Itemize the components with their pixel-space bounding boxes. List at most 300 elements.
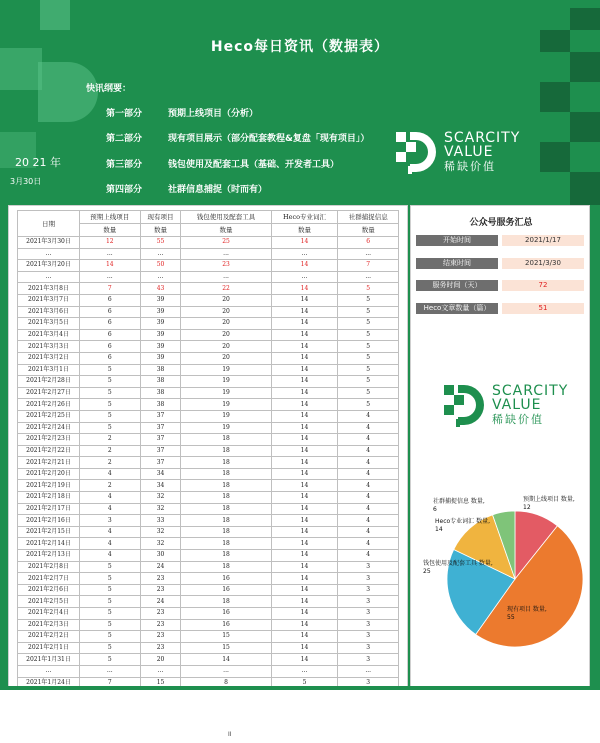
value-cell: 24 (140, 596, 181, 608)
value-cell: 4 (338, 480, 399, 492)
value-cell: 6 (80, 318, 141, 330)
table-row (18, 619, 399, 631)
value-cell: 14 (271, 445, 338, 457)
value-cell: 14 (271, 538, 338, 550)
value-cell: ... (181, 271, 271, 283)
value-cell: 5 (80, 376, 141, 388)
column-header: 预期上线项目 (80, 211, 141, 224)
value-cell: 18 (181, 596, 271, 608)
value-cell: 6 (80, 306, 141, 318)
table-row (18, 387, 399, 399)
section-text: 预期上线项目（分析） (168, 109, 259, 119)
value-cell: 4 (338, 492, 399, 504)
value-cell: 37 (140, 434, 181, 446)
date-cell: 2021年2月8日 (18, 561, 80, 573)
decor-square (570, 172, 600, 205)
table-row (18, 318, 399, 330)
value-cell: 14 (271, 364, 338, 376)
table-row (18, 538, 399, 550)
value-cell: 2 (80, 445, 141, 457)
section-item (106, 131, 369, 144)
value-cell: 5 (338, 283, 399, 295)
value-cell: ... (80, 248, 141, 260)
value-cell: 16 (181, 608, 271, 620)
table-row (18, 341, 399, 353)
table-row (18, 271, 399, 283)
value-cell: ... (338, 248, 399, 260)
value-cell: 19 (181, 376, 271, 388)
value-cell: 5 (338, 341, 399, 353)
date-cell: 2021年3月5日 (18, 318, 80, 330)
value-cell: 18 (181, 526, 271, 538)
value-cell: 14 (271, 422, 338, 434)
value-cell: 4 (338, 434, 399, 446)
value-cell: 4 (338, 503, 399, 515)
value-cell: ... (140, 271, 181, 283)
table-row (18, 445, 399, 457)
value-cell: 18 (181, 480, 271, 492)
table-row (18, 237, 399, 249)
value-cell: 4 (338, 445, 399, 457)
value-cell: 4 (80, 538, 141, 550)
value-cell: 23 (181, 260, 271, 272)
value-cell: 3 (338, 573, 399, 585)
date-cell: ... (18, 248, 80, 260)
summary-row (416, 235, 584, 246)
value-cell: 39 (140, 341, 181, 353)
table-row (18, 329, 399, 341)
date-cell: 2021年3月20日 (18, 260, 80, 272)
value-cell: ... (140, 665, 181, 677)
value-cell: 2 (80, 434, 141, 446)
section-text: 钱包使用及配套工具（基础、开发者工具） (168, 160, 340, 170)
section-number: 第三部分 (106, 160, 143, 170)
value-cell: 18 (181, 468, 271, 480)
logo-line: VALUE (492, 396, 542, 413)
value-cell: 5 (271, 677, 338, 689)
summary-row (416, 303, 584, 314)
year-label: 20 21 年 (15, 156, 61, 169)
date-cell: 2021年2月6日 (18, 584, 80, 596)
value-cell: 19 (181, 364, 271, 376)
date-cell: 2021年3月3日 (18, 341, 80, 353)
value-cell: 14 (271, 457, 338, 469)
date-cell: ... (18, 665, 80, 677)
date-cell: 2021年3月1日 (18, 364, 80, 376)
table-row (18, 561, 399, 573)
value-cell: 14 (271, 631, 338, 643)
value-cell: 3 (338, 631, 399, 643)
value-cell: 15 (140, 677, 181, 689)
table-body (18, 237, 399, 689)
value-cell: 32 (140, 538, 181, 550)
value-cell: 20 (140, 654, 181, 666)
summary-row (416, 258, 584, 269)
value-cell: 5 (80, 596, 141, 608)
value-cell: 4 (338, 422, 399, 434)
value-cell: 14 (271, 526, 338, 538)
date-cell: 2021年3月7日 (18, 294, 80, 306)
value-cell: 5 (80, 573, 141, 585)
value-cell: ... (80, 271, 141, 283)
value-cell: 37 (140, 457, 181, 469)
value-cell: 5 (80, 422, 141, 434)
value-cell: 25 (181, 237, 271, 249)
value-cell: 32 (140, 492, 181, 504)
pie-label: Heco专业词汇 数量, 14 (435, 518, 490, 533)
value-cell: 5 (338, 364, 399, 376)
value-cell: 20 (181, 341, 271, 353)
value-cell: 5 (80, 561, 141, 573)
section-item (106, 106, 258, 119)
value-cell: 5 (80, 410, 141, 422)
table-row (18, 434, 399, 446)
value-cell: 14 (271, 283, 338, 295)
value-cell: 5 (80, 584, 141, 596)
value-cell: 5 (80, 387, 141, 399)
pie-label: 现有项目 数量, 55 (507, 606, 547, 621)
value-cell: 33 (140, 515, 181, 527)
column-header: 现有项目 (140, 211, 181, 224)
value-cell: 7 (80, 283, 141, 295)
value-cell: 14 (271, 237, 338, 249)
value-cell: 18 (181, 434, 271, 446)
value-cell: 5 (338, 387, 399, 399)
column-subheader: 数量 (338, 224, 399, 237)
value-cell: 14 (271, 341, 338, 353)
table-header-row (18, 211, 399, 224)
value-cell: 37 (140, 422, 181, 434)
column-subheader: 数量 (271, 224, 338, 237)
date-cell: 2021年3月8日 (18, 283, 80, 295)
column-header: 日期 (18, 211, 80, 237)
value-cell: 5 (338, 306, 399, 318)
logo-line: SCARCITY (492, 382, 569, 399)
decor-square (540, 142, 570, 172)
date-cell: 2021年3月6日 (18, 306, 80, 318)
value-cell: 50 (140, 260, 181, 272)
value-cell: 5 (80, 399, 141, 411)
table-row (18, 480, 399, 492)
value-cell: 14 (271, 399, 338, 411)
pie-label: 钱包使用及配套工具 数量, 25 (423, 560, 493, 575)
summary-value: 2021/3/30 (502, 258, 584, 269)
value-cell: 5 (80, 642, 141, 654)
summary-row (416, 280, 584, 291)
value-cell: 20 (181, 318, 271, 330)
date-cell: 2021年1月31日 (18, 654, 80, 666)
table-row (18, 364, 399, 376)
value-cell: 23 (140, 608, 181, 620)
value-cell: 16 (181, 619, 271, 631)
value-cell: 37 (140, 410, 181, 422)
value-cell: 4 (80, 550, 141, 562)
column-header: 钱包使用及配套工具 (181, 211, 271, 224)
value-cell: 5 (338, 318, 399, 330)
logo-line: 稀缺价值 (492, 412, 544, 426)
table-row (18, 642, 399, 654)
brand-logo (396, 128, 520, 176)
column-header: Heco专业词汇 (271, 211, 338, 224)
date-cell: 2021年2月4日 (18, 608, 80, 620)
section-item (106, 182, 267, 195)
summary-key: 开始时间 (416, 235, 498, 246)
value-cell: 34 (140, 468, 181, 480)
value-cell: 18 (181, 550, 271, 562)
pie-chart (419, 461, 587, 683)
value-cell: 19 (181, 387, 271, 399)
value-cell: 39 (140, 352, 181, 364)
table-row (18, 283, 399, 295)
logo-text (444, 131, 520, 174)
column-header: 社群捕捉信息 (338, 211, 399, 224)
date-cell: 2021年2月1日 (18, 642, 80, 654)
value-cell: 3 (338, 608, 399, 620)
header-banner (0, 0, 600, 205)
value-cell: 14 (271, 468, 338, 480)
value-cell: 14 (271, 410, 338, 422)
date-cell: 2021年2月3日 (18, 619, 80, 631)
value-cell: 2 (80, 457, 141, 469)
value-cell: 39 (140, 329, 181, 341)
value-cell: 38 (140, 387, 181, 399)
date-cell: 2021年2月18日 (18, 492, 80, 504)
section-number: 第四部分 (106, 185, 143, 195)
date-cell: 2021年3月30日 (18, 237, 80, 249)
summary-key: 结束时间 (416, 258, 498, 269)
logo-text (492, 384, 568, 427)
value-cell: 18 (181, 538, 271, 550)
value-cell: 23 (140, 642, 181, 654)
value-cell: 3 (338, 642, 399, 654)
table-row (18, 248, 399, 260)
table-row (18, 260, 399, 272)
table-row (18, 503, 399, 515)
date-cell: 2021年2月17日 (18, 503, 80, 515)
value-cell: 14 (181, 654, 271, 666)
value-cell: 6 (80, 294, 141, 306)
summary-value: 51 (502, 303, 584, 314)
date-cell: 2021年2月25日 (18, 410, 80, 422)
value-cell: 15 (181, 642, 271, 654)
table-row (18, 515, 399, 527)
value-cell: 19 (181, 422, 271, 434)
table-row (18, 584, 399, 596)
value-cell: 18 (181, 561, 271, 573)
section-text: 社群信息捕捉（时而有） (168, 185, 268, 195)
value-cell: 14 (80, 260, 141, 272)
value-cell: ... (338, 271, 399, 283)
table-row (18, 608, 399, 620)
date-cell: 2021年2月5日 (18, 596, 80, 608)
value-cell: 14 (271, 550, 338, 562)
table-row (18, 631, 399, 643)
table-row (18, 665, 399, 677)
value-cell: 23 (140, 573, 181, 585)
page-title: Heco每日资讯（数据表） (210, 39, 390, 55)
value-cell: 23 (140, 631, 181, 643)
decor-square (570, 112, 600, 142)
value-cell: 5 (338, 329, 399, 341)
summary-title: 公众号服务汇总 (469, 218, 533, 228)
value-cell: 12 (80, 237, 141, 249)
data-table (17, 210, 399, 689)
value-cell: 20 (181, 329, 271, 341)
value-cell: 4 (338, 468, 399, 480)
table-row (18, 526, 399, 538)
date-cell: 2021年2月7日 (18, 573, 80, 585)
value-cell: ... (181, 665, 271, 677)
value-cell: 16 (181, 584, 271, 596)
table-row (18, 399, 399, 411)
table-row (18, 376, 399, 388)
value-cell: 2 (80, 480, 141, 492)
date-cell: 2021年3月2日 (18, 352, 80, 364)
logo-mark-icon (396, 128, 436, 176)
section-item (106, 157, 339, 170)
value-cell: 3 (338, 596, 399, 608)
value-cell: ... (271, 248, 338, 260)
value-cell: 7 (338, 260, 399, 272)
date-cell: 2021年3月4日 (18, 329, 80, 341)
value-cell: 20 (181, 306, 271, 318)
value-cell: 14 (271, 387, 338, 399)
value-cell: 4 (338, 526, 399, 538)
section-number: 第二部分 (106, 134, 143, 144)
value-cell: 3 (80, 515, 141, 527)
value-cell: 22 (181, 283, 271, 295)
value-cell: 34 (140, 480, 181, 492)
decor-square (40, 0, 70, 30)
value-cell: 39 (140, 306, 181, 318)
value-cell: 4 (338, 410, 399, 422)
decor-square (570, 52, 600, 82)
date-cell: 2021年2月14日 (18, 538, 80, 550)
date-cell: 2021年2月28日 (18, 376, 80, 388)
value-cell: 18 (181, 457, 271, 469)
value-cell: 14 (271, 608, 338, 620)
value-cell: ... (271, 271, 338, 283)
decor-square (570, 8, 600, 30)
value-cell: 14 (271, 434, 338, 446)
pie-label: 预期上线项目 数量, 12 (523, 496, 575, 511)
value-cell: ... (181, 248, 271, 260)
value-cell: 5 (80, 631, 141, 643)
summary-value: 2021/1/17 (502, 235, 584, 246)
value-cell: 38 (140, 399, 181, 411)
value-cell: 24 (140, 561, 181, 573)
value-cell: 16 (181, 573, 271, 585)
date-cell: 2021年2月16日 (18, 515, 80, 527)
date-cell: 2021年2月15日 (18, 526, 80, 538)
value-cell: 14 (271, 318, 338, 330)
value-cell: 14 (271, 294, 338, 306)
value-cell: 4 (80, 492, 141, 504)
logo-line: VALUE (444, 143, 494, 160)
date-cell: 2021年2月27日 (18, 387, 80, 399)
date-cell: 2021年2月20日 (18, 468, 80, 480)
value-cell: 14 (271, 596, 338, 608)
page-number: II (228, 731, 232, 738)
value-cell: 5 (338, 376, 399, 388)
date-cell: 2021年2月24日 (18, 422, 80, 434)
date-cell: 2021年1月24日 (18, 677, 80, 689)
value-cell: 14 (271, 352, 338, 364)
value-cell: 23 (140, 619, 181, 631)
section-number: 第一部分 (106, 109, 143, 119)
value-cell: 3 (338, 654, 399, 666)
value-cell: 14 (271, 584, 338, 596)
value-cell: 18 (181, 445, 271, 457)
table-row (18, 410, 399, 422)
value-cell: ... (271, 665, 338, 677)
value-cell: 4 (80, 503, 141, 515)
table-row (18, 596, 399, 608)
value-cell: 4 (338, 457, 399, 469)
date-cell: 2021年2月23日 (18, 434, 80, 446)
value-cell: 14 (271, 260, 338, 272)
table-row (18, 573, 399, 585)
value-cell: 14 (271, 515, 338, 527)
value-cell: 14 (271, 480, 338, 492)
value-cell: 3 (338, 561, 399, 573)
value-cell: 14 (271, 573, 338, 585)
outline-label: 快讯纲要： (86, 84, 132, 94)
summary-panel (410, 205, 590, 688)
value-cell: 14 (271, 619, 338, 631)
value-cell: 5 (80, 619, 141, 631)
value-cell: 14 (271, 329, 338, 341)
value-cell: 6 (80, 352, 141, 364)
value-cell: 5 (80, 608, 141, 620)
value-cell: 14 (271, 654, 338, 666)
value-cell: ... (338, 665, 399, 677)
value-cell: 8 (181, 677, 271, 689)
value-cell: 4 (80, 468, 141, 480)
data-table-panel (8, 205, 408, 688)
date-cell: 2021年2月19日 (18, 480, 80, 492)
value-cell: 3 (338, 677, 399, 689)
value-cell: 5 (338, 294, 399, 306)
table-row (18, 457, 399, 469)
pie-chart-svg (419, 461, 587, 683)
value-cell: 3 (338, 584, 399, 596)
summary-logo (444, 381, 568, 429)
value-cell: 4 (338, 515, 399, 527)
value-cell: 6 (80, 329, 141, 341)
value-cell: 32 (140, 526, 181, 538)
value-cell: 30 (140, 550, 181, 562)
value-cell: 43 (140, 283, 181, 295)
value-cell: 39 (140, 294, 181, 306)
logo-line: SCARCITY (444, 129, 521, 146)
date-label: 3月30日 (10, 177, 42, 186)
value-cell: 20 (181, 352, 271, 364)
value-cell: 20 (181, 294, 271, 306)
table-row (18, 306, 399, 318)
date-cell: ... (18, 271, 80, 283)
value-cell: 23 (140, 584, 181, 596)
value-cell: 14 (271, 561, 338, 573)
date-cell: 2021年2月21日 (18, 457, 80, 469)
summary-value: 72 (502, 280, 584, 291)
decor-square (540, 82, 570, 112)
logo-mark-icon (444, 381, 484, 429)
section-text: 现有项目展示（部分配套教程&复盘「现有项目」） (168, 134, 370, 144)
date-cell: 2021年2月13日 (18, 550, 80, 562)
value-cell: 15 (181, 631, 271, 643)
value-cell: 4 (338, 538, 399, 550)
